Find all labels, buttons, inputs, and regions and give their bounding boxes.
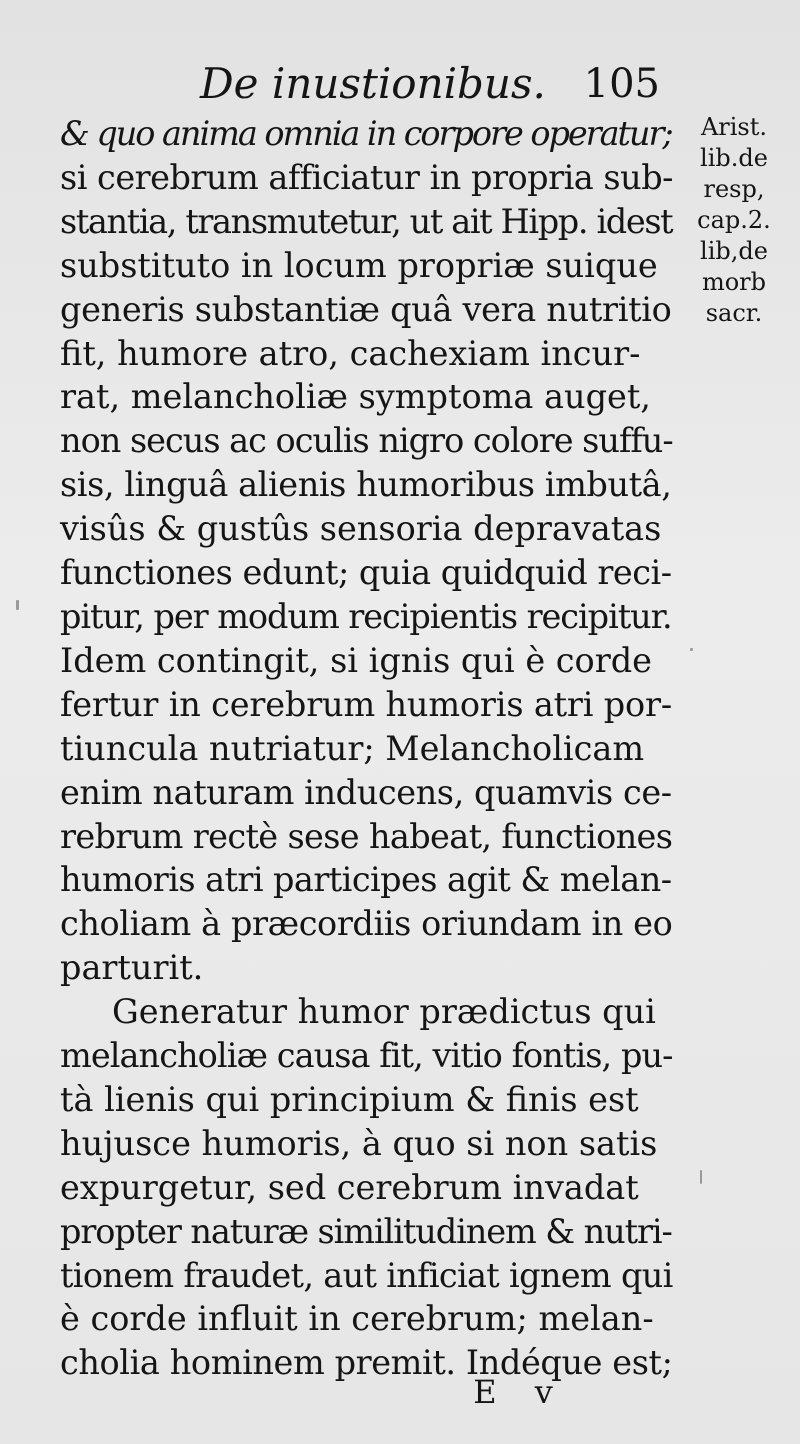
text-line: enim naturam inducens, quamvis ce- — [60, 772, 672, 812]
text-line: fit, humore atro, cachexiam incur- — [60, 333, 641, 373]
text-line: melancholiæ causa fit, vitio fontis, pu- — [60, 1036, 673, 1076]
text-line: hujusce humoris, à quo si non satis — [60, 1123, 658, 1163]
text-line: Idem contingit, si ignis qui è corde — [60, 640, 653, 680]
page-header — [200, 58, 660, 110]
text-line: tionem fraudet, aut inficiat ignem qui — [60, 1255, 673, 1295]
text-line: tà lienis qui principium & finis est — [60, 1079, 639, 1119]
text-line: functiones edunt; quia quidquid reci- — [60, 553, 672, 593]
margin-note-line: sacr. — [705, 299, 763, 327]
text-line: Generatur humor prædictus qui — [112, 992, 656, 1032]
text-line: pitur, per modum recipientis recipitur. — [60, 596, 672, 636]
text-line: propter naturæ similitudinem & nutri- — [60, 1211, 672, 1251]
print-speck — [690, 648, 693, 651]
text-line: & quo anima omnia in corpore operatur; — [60, 114, 672, 153]
text-line: expurgetur, sed cerebrum invadat — [60, 1167, 639, 1207]
margin-note-line: cap.2. — [697, 206, 771, 234]
text-line: stantia, transmutetur, ut ait Hipp. idest — [60, 201, 673, 241]
text-line: substituto in locum propriæ suique — [60, 245, 658, 285]
margin-note-line: lib,de — [700, 237, 768, 265]
margin-note-line: morb — [701, 268, 767, 296]
text-line: parturit. — [60, 948, 204, 988]
text-line: fertur in cerebrum humoris atri por- — [60, 684, 673, 724]
text-line: rebrum rectè sese habeat, functiones — [60, 816, 673, 856]
text-line: visûs & gustûs sensoria depravatas — [60, 509, 662, 549]
paragraph-1 — [60, 112, 672, 990]
margin-note-line: resp, — [703, 175, 765, 203]
paragraph-2 — [60, 990, 672, 1385]
page-number: 105 — [583, 61, 660, 107]
text-line: si cerebrum afficiatur in propria sub- — [60, 157, 673, 197]
margin-note-line: lib.de — [700, 144, 768, 172]
text-line: choliam à præcordiis oriundam in eo — [60, 904, 673, 944]
signature-mark: E v — [473, 1373, 567, 1411]
text-line: generis substantiæ quâ vera nutritio — [60, 289, 672, 329]
text-line: rat, melancholiæ symptoma auget, — [60, 377, 651, 417]
text-line: sis, linguâ alienis humoribus imbutâ, — [60, 465, 672, 505]
print-speck — [16, 600, 19, 610]
text-line: humoris atri participes agit & melan- — [60, 860, 672, 900]
margin-note — [676, 112, 792, 329]
margin-note-line: Arist. — [700, 113, 768, 141]
text-line: cholia hominem premit. Indéque est; — [60, 1343, 673, 1383]
text-line: è corde influit in cerebrum; melan- — [60, 1299, 654, 1339]
main-text — [60, 112, 672, 1385]
text-line: non secus ac oculis nigro colore suffu- — [60, 421, 673, 461]
running-title: De inustionibus. — [200, 59, 546, 108]
print-speck — [700, 1170, 702, 1184]
text-line: tiuncula nutriatur; Melancholicam — [60, 728, 645, 768]
